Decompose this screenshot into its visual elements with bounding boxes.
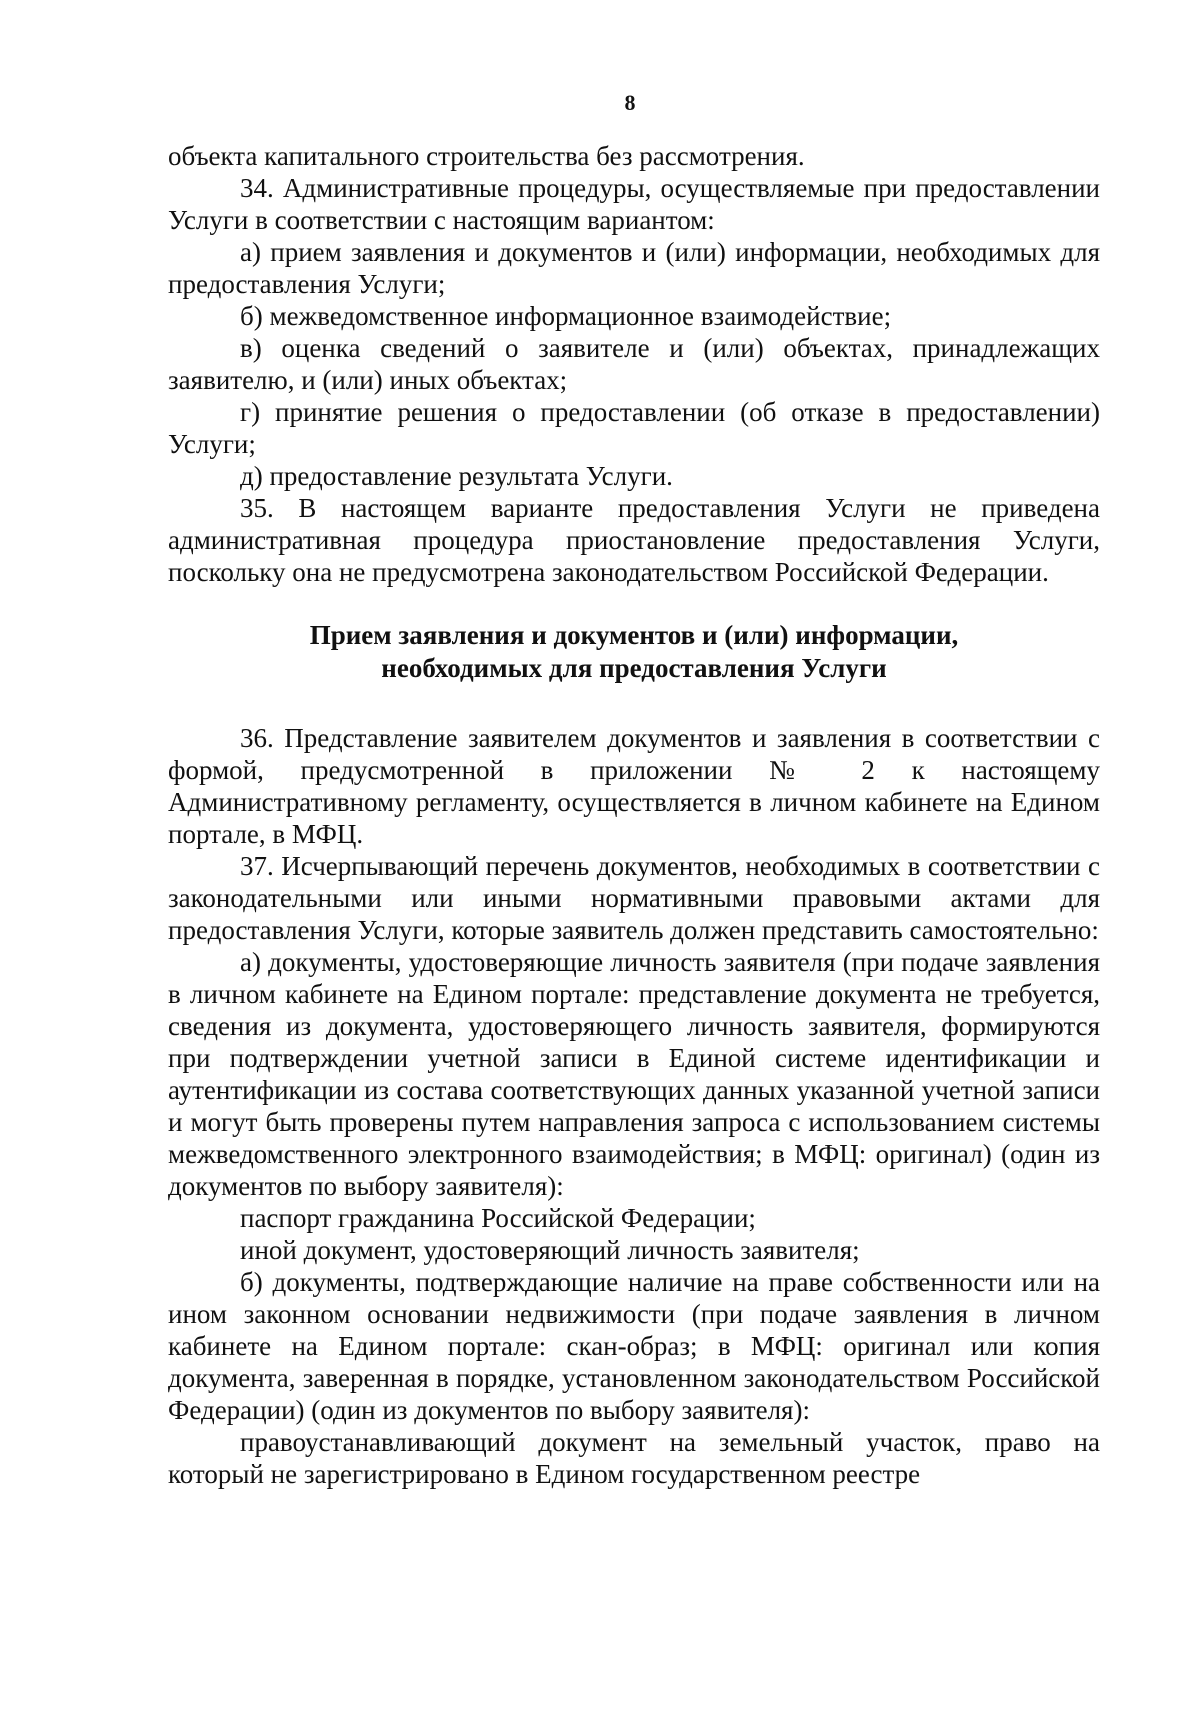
paragraph: 35. В настоящем варианте предоставления Услуги не приведена административная процедура приостановление предоставления Услуги, поскольку она не предусмотрена законодательством Российской Федерации. [168,493,1100,587]
paragraph: в) оценка сведений о заявителе и (или) объектах, принадлежащих заявителю, и (или) иных объектах; [168,333,1100,395]
paragraph: 34. Административные процедуры, осуществляемые при предоставлении Услуги в соответствии с настоящим вариантом: [168,173,1100,235]
section-heading-line-2: необходимых для предоставления Услуги [381,653,887,683]
paragraph: а) документы, удостоверяющие личность заявителя (при подаче заявления в личном кабинете на Едином портале: представление документа не требуется, сведения из документа, удостоверяющего личность заявителя, формируются при подтверждении учетной записи в Единой системе идентификации и аутентификации из состава соответствующих данных указанной учетной записи и могут быть проверены путем направления запроса с использованием системы межведомственного электронного взаимодействия; в МФЦ: оригинал) (один из документов по выбору заявителя): [168,947,1100,1201]
paragraph: объекта капитального строительства без рассмотрения. [168,141,805,171]
paragraph: паспорт гражданина Российской Федерации; [240,1203,756,1233]
paragraph: иной документ, удостоверяющий личность заявителя; [240,1235,860,1265]
section-heading-line-1: Прием заявления и документов и (или) информации, [309,620,959,650]
paragraph: 36. Представление заявителем документов и заявления в соответствии с формой, предусмотренной в приложении № 2 к настоящему Административному регламенту, осуществляется в личном кабинете на Едином портале, в МФЦ. [168,723,1100,849]
paragraph: б) документы, подтверждающие наличие на праве собственности или на ином законном основании недвижимости (при подаче заявления в личном кабинете на Едином портале: скан-образ; в МФЦ: оригинал или копия документа, заверенная в порядке, установленном законодательством Российской Федерации) (один из документов по выбору заявителя): [168,1267,1100,1425]
paragraph: д) предоставление результата Услуги. [240,461,673,491]
paragraph: 37. Исчерпывающий перечень документов, необходимых в соответствии с законодательными или иными нормативными правовыми актами для предоставления Услуги, которые заявитель должен представить самостоятельно: [168,851,1100,945]
page-number: 8 [624,90,636,115]
top-paragraphs [168,140,1100,588]
bottom-paragraphs [168,722,1100,1490]
paragraph: а) прием заявления и документов и (или) информации, необходимых для предоставления Услуги; [168,237,1100,299]
section-heading [168,619,1100,685]
paragraph: г) принятие решения о предоставлении (об отказе в предоставлении) Услуги; [168,397,1100,459]
paragraph: б) межведомственное информационное взаимодействие; [240,301,892,331]
document-body [168,140,1100,1490]
paragraph: правоустанавливающий документ на земельный участок, право на который не зарегистрировано в Едином государственном реестре [168,1427,1100,1489]
